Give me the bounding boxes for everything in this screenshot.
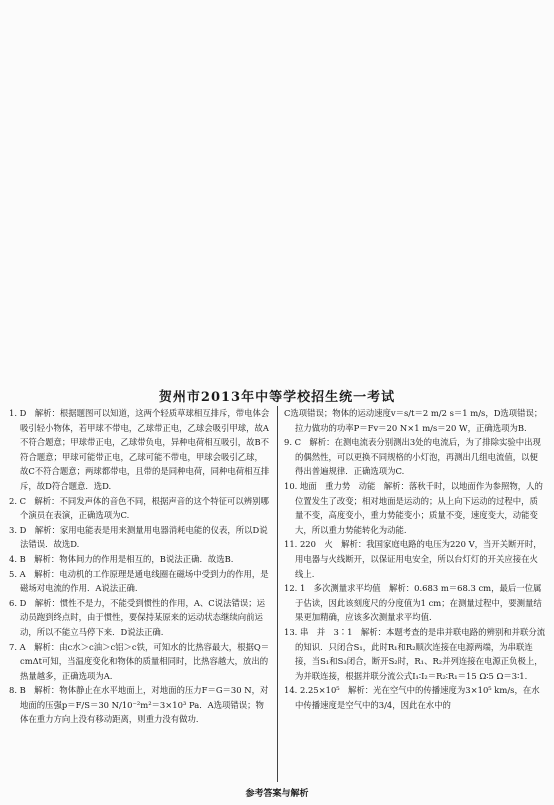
answer-item: 7. A 解析：由c水＞c油＞c铝＞c铁，可知水的比热容最大，根据Q＝cmΔt可知，当温度变化和物体的质量相同时，比热容越大，放出的热量越多，正确选项为A. [9, 641, 270, 681]
answer-item: 3. D 解析：家用电能表是用来测量用电器消耗电能的仪表，所以D说法错误．故选D. [9, 524, 268, 550]
answer-item: 12. 1 多次测量求平均值 解析：0.683 m＝68.3 cm，最后一位属于估读，因此该刻度尺的分度值为1 cm；在测量过程中，要测量结果更加精确，应该多次测量求平均值. [284, 583, 542, 623]
answer-item: 1. D 解析：根据题图可以知道，这两个轻质草球相互排斥，带电体会吸引轻小物体，若甲球不带电，乙球带正电，乙球会吸引甲球，故A不符合题意；甲球带正电，乙球带负电，异种电荷相互吸引，故B不符合题意；甲球可能带正电，乙球可能不带电，甲球会吸引乙球，故C不符合题意；两球都带电，且带的是同种电荷，同种电荷相互排斥，故D符合题意．选D. [9, 408, 270, 491]
answer-item: C选项错误；物体的运动速度v＝s/t＝2 m/2 s＝1 m/s，D选项错误；拉力做功的功率P＝Fv＝20 N×1 m/s＝20 W，正确选项为B. [284, 408, 543, 433]
answer-item: 4. B 解析：物体间力的作用是相互的，B说法正确．故选B. [9, 553, 234, 564]
answer-item: 6. D 解析：惯性不是力，不能受到惯性的作用，A、C说法错误；运动员跑到终点时，由于惯性，要保持某原来的运动状态继续向前运动，所以不能立马停下来．D说法正确. [9, 597, 265, 637]
column-divider [277, 406, 278, 782]
answer-item: 13. 串 并 3∶1 解析：本题考查的是串并联电路的辨别和并联分流的知识．只闭合S₁，此时R₁和R₂顺次连接在电源两端，为串联连接，当S₁和S₃闭合，断开S₂时，R₁、R₂并列连接在电源正负极上，为并联连接，根据并联分流公式I₁∶I₂＝R₂∶R₁＝15 Ω∶5 Ω＝3∶1. [284, 626, 546, 681]
page-footer: 参考答案与解析 [245, 789, 309, 799]
answers-left-column [9, 406, 271, 727]
answer-item: 8. B 解析：物体静止在水平地面上，对地面的压力F＝G＝30 N，对地面的压强p＝F/S＝30 N/10⁻²m²＝3×10³ Pa．A选项错误；物体在重力方向上没有移动距离，则重力没有做功． [9, 685, 269, 725]
answer-item: 11. 220 火 解析：我国家庭电路的电压为220 V，当开关断开时，用电器与火线断开，以保证用电安全，所以台灯灯的开关应接在火线上. [284, 539, 542, 579]
answer-item: 14. 2.25×10⁵ 解析：光在空气中的传播速度为3×10⁵ km/s，在水中传播速度是空气中的3/4，因此在水中的 [284, 685, 540, 710]
page-title: 贺州市2013年中等学校招生统一考试 [158, 390, 396, 405]
answer-item: 2. C 解析：不同发声体的音色不同，根据声音的这个特征可以辨别哪个演员在表演，正确选项为C. [9, 495, 269, 521]
answers-right-column [284, 406, 546, 712]
answer-item: 9. C 解析：在测电流表分别测出3处的电流后，为了排除实验中出现的偶然性，可以更换不同规格的小灯泡，再测出几组电流值，以便得出普遍规律．正确选项为C. [284, 437, 541, 477]
answer-item: 5. A 解析：电动机的工作原理是通电线圈在磁场中受到力的作用，是磁场对电流的作用．A说法正确. [9, 568, 269, 594]
answer-item: 10. 地面 重力势 动能 解析：落秋千时，以地面作为参照物，人的位置发生了改变；相对地面是运动的；从上向下运动的过程中，质量不变，高度变小，重力势能变小；质量不变，速度变大，动能变大，所以重力势能转化为动能. [284, 480, 543, 535]
